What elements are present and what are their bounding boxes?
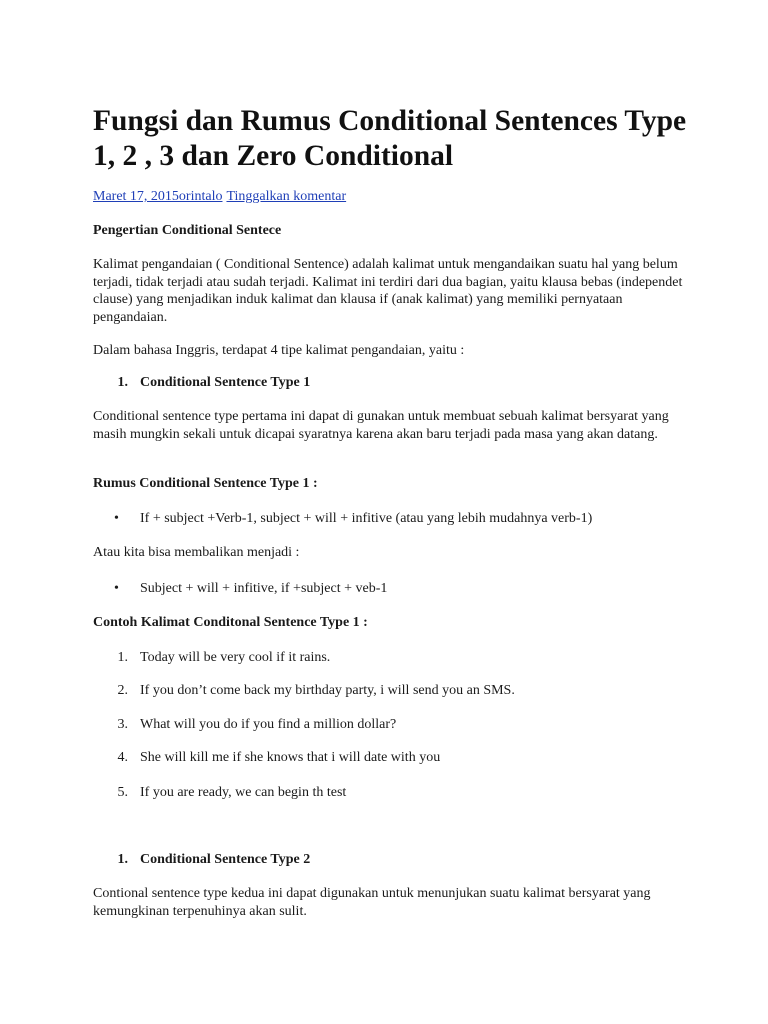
atau-text: Atau kita bisa membalikan menjadi : <box>93 545 300 560</box>
example-text: What will you do if you find a million dollar? <box>140 717 397 732</box>
heading-pengertian: Pengertian Conditional Sentece <box>93 223 282 238</box>
bullet-icon: • <box>114 511 119 526</box>
rumus-bullet-2 <box>93 579 387 599</box>
list-number: 2. <box>117 683 128 698</box>
type1-rumus-heading: Rumus Conditional Sentence Type 1 : <box>93 476 318 491</box>
list-number: 1. <box>117 852 128 867</box>
example-item <box>93 783 346 803</box>
paragraph-kalimat: Kalimat pengandaian ( Conditional Sentence) adalah kalimat untuk mengandaikan suatu hal yang belum terjadi, tidak terjadi atau sudah terjadi. Kalimat ini terdiri dari dua bagian, yaitu klausa bebas (independet clause) yang menjadikan induk kalimat dan klausa if (anak kalimat) yang memiliki pernyataan pengandaian. <box>93 257 683 325</box>
example-item <box>93 681 515 701</box>
list-number: 1. <box>117 375 128 390</box>
list-number: 4. <box>117 750 128 765</box>
post-date-author-link[interactable]: Maret 17, 2015orintalo <box>93 189 223 204</box>
contoh-heading: Contoh Kalimat Conditonal Sentence Type 1 : <box>93 615 368 630</box>
type1-heading: Conditional Sentence Type 1 <box>140 375 311 390</box>
page-title: Fungsi dan Rumus Conditional Sentences Type 1, 2 , 3 dan Zero Conditional <box>93 105 687 172</box>
paragraph-bahasa: Dalam bahasa Inggris, terdapat 4 tipe kalimat pengandaian, yaitu : <box>93 343 465 358</box>
type2-description: Contional sentence type kedua ini dapat digunakan untuk menunjukan suatu kalimat bersyarat yang kemungkinan terpenuhinya akan sulit. <box>93 886 651 919</box>
list-number: 3. <box>117 717 128 732</box>
leave-comment-link[interactable]: Tinggalkan komentar <box>226 189 347 204</box>
example-text: If you don’t come back my birthday party, i will send you an SMS. <box>140 683 515 698</box>
list-item-type1 <box>93 373 310 393</box>
type1-description: Conditional sentence type pertama ini dapat di gunakan untuk membuat sebuah kalimat bersyarat yang masih mungkin sekali untuk dicapai syaratnya karena akan baru terjadi pada masa yang akan datang. <box>93 409 669 442</box>
example-item <box>93 648 330 668</box>
example-text: Today will be very cool if it rains. <box>140 650 331 665</box>
rumus-bullet-1 <box>93 509 592 529</box>
list-number: 5. <box>117 785 128 800</box>
rumus-1-text: If + subject +Verb-1, subject + will + infitive (atau yang lebih mudahnya verb-1) <box>140 511 593 526</box>
type2-heading: Conditional Sentence Type 2 <box>140 852 311 867</box>
bullet-icon: • <box>114 581 119 596</box>
example-text: She will kill me if she knows that i will date with you <box>140 750 441 765</box>
rumus-2-text: Subject + will + infitive, if +subject + veb-1 <box>140 581 388 596</box>
list-item-type2 <box>93 850 310 870</box>
example-item <box>93 748 440 768</box>
list-number: 1. <box>117 650 128 665</box>
example-item <box>93 715 396 735</box>
example-text: If you are ready, we can begin th test <box>140 785 347 800</box>
post-meta <box>93 187 346 207</box>
